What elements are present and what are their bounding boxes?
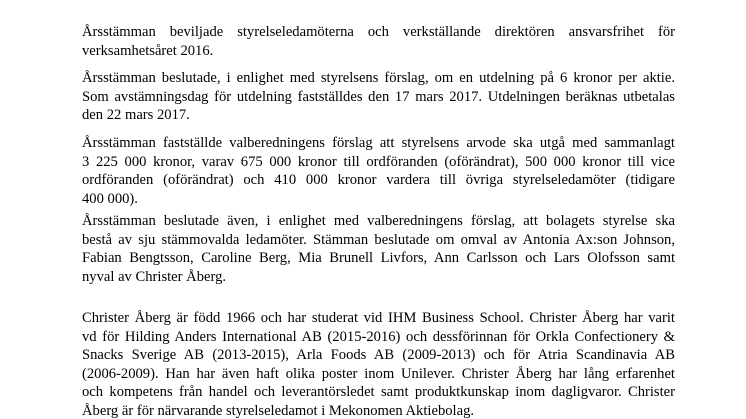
text-line: Årsstämman fastställde valberedningens förslag att styrelsens arvode ska utgå med sammanlagt [82, 135, 675, 151]
text-line: Årsstämman beslutade även, i enlighet med valberedningens förslag, att bolagets styrelse ska [82, 213, 675, 229]
text-line: nyval av Christer Åberg. [82, 268, 227, 285]
text-line: bestå av sju stämmovalda ledamöter. Stämman beslutade om omval av Antonia Ax:son Johnson, [82, 231, 675, 248]
paragraph-board-fees [82, 134, 675, 208]
text-line: och kompetens från handel och leverantörsledet samt produktkunskap inom dagligvaror. Christer [82, 384, 675, 401]
paragraph-discharge [82, 23, 675, 60]
text-line: Fabian Bengtsson, Caroline Berg, Mia Brunell Livfors, Ann Carlsson och Lars Olofsson samt [82, 250, 675, 267]
text-line: verksamhetsåret 2016. [82, 42, 214, 59]
text-line: (2006-2009). Han har även haft olika poster inom Unilever. Christer Åberg har lång erfarenhet [82, 365, 675, 382]
text-line: Åberg är för närvarande styrelseledamot i Mekonomen Aktiebolag. [82, 402, 475, 419]
text-line: Som avstämningsdag för utdelning fastställdes den 17 mars 2017. Utdelningen beräknas utbetalas [82, 88, 675, 105]
text-line: vd för Hilding Anders International AB (2015-2016) och dessförinnan för Orkla Confectionery & [82, 328, 675, 345]
text-line: Snacks Sverige AB (2013-2015), Arla Foods AB (2009-2013) och för Atria Scandinavia AB [82, 347, 675, 364]
text-line: 3 225 000 kronor, varav 675 000 kronor till ordföranden (oförändrat), 500 000 kronor till vice [82, 153, 675, 170]
paragraph-board-election [82, 212, 675, 286]
text-line: den 22 mars 2017. [82, 107, 190, 124]
text-line: Årsstämman beslutade, i enlighet med styrelsens förslag, om en utdelning på 6 kronor per aktie. [82, 70, 675, 86]
text-line: ordföranden (oförändrat) och 410 000 kronor vardera till övriga styrelseledamöter (tidigare [82, 172, 675, 189]
paragraph-new-member-bio [82, 309, 675, 419]
text-line: Årsstämman beviljade styrelseledamöterna och verkställande direktören ansvarsfrihet för [82, 24, 675, 40]
text-line: Christer Åberg är född 1966 och har studerat vid IHM Business School. Christer Åberg har varit [82, 310, 675, 326]
text-line: 400 000). [82, 190, 138, 207]
paragraph-dividend [82, 69, 675, 125]
